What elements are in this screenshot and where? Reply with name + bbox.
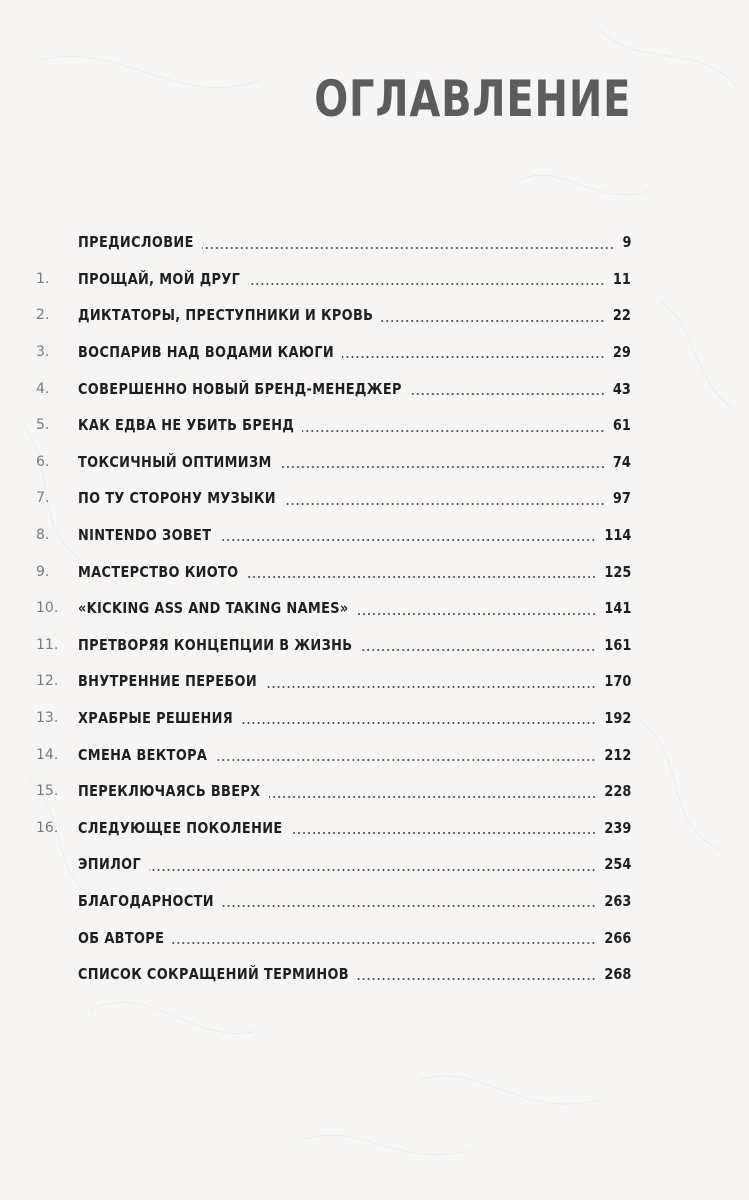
toc-chapter-title: БЛАГОДАРНОСТИ	[78, 891, 214, 910]
toc-leader-dots	[284, 502, 605, 506]
toc-entry[interactable]	[0, 919, 749, 956]
toc-chapter-title: СОВЕРШЕННО НОВЫЙ БРЕНД-МЕНЕДЖЕР	[78, 379, 402, 398]
toc-chapter-number: 13.	[36, 710, 59, 727]
toc-page-number: 61	[613, 416, 631, 435]
toc-page-number: 239	[604, 818, 631, 837]
toc-page-number: 29	[613, 343, 631, 362]
toc-entry[interactable]	[0, 261, 749, 298]
toc-chapter-number: 12.	[36, 673, 59, 690]
toc-entry[interactable]	[0, 297, 749, 334]
toc-entry[interactable]	[0, 517, 749, 554]
table-of-contents	[0, 224, 749, 992]
toc-chapter-number: 11.	[36, 636, 59, 653]
toc-chapter-title: «KICKING ASS AND TAKING NAMES»	[78, 599, 349, 618]
toc-page-number: 263	[604, 891, 631, 910]
toc-leader-dots	[219, 538, 596, 542]
toc-chapter-title: СЛЕДУЮЩЕЕ ПОКОЛЕНИЕ	[78, 818, 283, 837]
toc-entry[interactable]	[0, 883, 749, 920]
toc-leader-dots	[357, 977, 596, 981]
toc-chapter-title: NINTENDO ЗОВЕТ	[78, 526, 212, 545]
toc-leader-dots	[291, 831, 597, 835]
toc-chapter-title: ПРЕДИСЛОВИЕ	[78, 233, 194, 252]
toc-page-number: 22	[613, 306, 631, 325]
toc-chapter-title: ДИКТАТОРЫ, ПРЕСТУПНИКИ И КРОВЬ	[78, 306, 374, 325]
toc-chapter-number: 14.	[36, 746, 59, 763]
toc-page-number: 212	[604, 745, 631, 764]
toc-chapter-title: ВНУТРЕННИЕ ПЕРЕБОИ	[78, 672, 258, 691]
toc-entry[interactable]	[0, 956, 749, 993]
toc-leader-dots	[215, 758, 596, 762]
toc-chapter-title: СМЕНА ВЕКТОРА	[78, 745, 208, 764]
toc-chapter-number: 8.	[36, 527, 50, 544]
toc-entry[interactable]	[0, 480, 749, 517]
toc-page-number: 125	[604, 562, 631, 581]
toc-chapter-number: 9.	[36, 563, 50, 580]
toc-entry[interactable]	[0, 846, 749, 883]
toc-entry[interactable]	[0, 663, 749, 700]
toc-leader-dots	[342, 355, 605, 359]
toc-chapter-title: ЭПИЛОГ	[78, 855, 142, 874]
toc-chapter-number: 6.	[36, 453, 50, 470]
toc-entry[interactable]	[0, 736, 749, 773]
toc-chapter-title: ОБ АВТОРЕ	[78, 928, 165, 947]
toc-leader-dots	[149, 868, 596, 872]
toc-chapter-title: СПИСОК СОКРАЩЕНИЙ ТЕРМИНОВ	[78, 965, 349, 984]
page-title: ОГЛАВЛЕНИЕ	[314, 70, 631, 128]
toc-page-number: 254	[604, 855, 631, 874]
toc-entry[interactable]	[0, 627, 749, 664]
toc-chapter-title: ВОСПАРИВ НАД ВОДАМИ КАЮГИ	[78, 343, 335, 362]
toc-leader-dots	[269, 795, 597, 799]
toc-chapter-number: 15.	[36, 783, 59, 800]
toc-chapter-number: 4.	[36, 380, 50, 397]
toc-entry[interactable]	[0, 407, 749, 444]
toc-chapter-number: 16.	[36, 819, 59, 836]
toc-page-number: 161	[604, 635, 631, 654]
toc-entry[interactable]	[0, 553, 749, 590]
toc-chapter-title: МАСТЕРСТВО КИОТО	[78, 562, 239, 581]
toc-chapter-title: ПРЕТВОРЯЯ КОНЦЕПЦИИ В ЖИЗНЬ	[78, 635, 353, 654]
toc-leader-dots	[265, 685, 596, 689]
toc-page-number: 97	[613, 489, 631, 508]
toc-leader-dots	[280, 465, 605, 469]
toc-leader-dots	[410, 392, 605, 396]
toc-page-number: 228	[604, 782, 631, 801]
toc-leader-dots	[241, 721, 596, 725]
toc-entry[interactable]	[0, 590, 749, 627]
toc-entry[interactable]	[0, 224, 749, 261]
toc-page-number: 43	[613, 379, 631, 398]
toc-page-number: 9	[622, 233, 631, 252]
toc-entry[interactable]	[0, 810, 749, 847]
toc-chapter-title: ТОКСИЧНЫЙ ОПТИМИЗМ	[78, 452, 272, 471]
toc-leader-dots	[302, 429, 605, 433]
toc-page-number: 114	[604, 526, 631, 545]
toc-leader-dots	[381, 319, 605, 323]
toc-chapter-title: ПО ТУ СТОРОНУ МУЗЫКИ	[78, 489, 276, 508]
toc-leader-dots	[248, 282, 605, 286]
toc-chapter-title: КАК ЕДВА НЕ УБИТЬ БРЕНД	[78, 416, 295, 435]
toc-chapter-number: 3.	[36, 344, 50, 361]
toc-leader-dots	[247, 575, 597, 579]
toc-entry[interactable]	[0, 444, 749, 481]
toc-entry[interactable]	[0, 370, 749, 407]
toc-leader-dots	[202, 246, 614, 250]
toc-chapter-number: 10.	[36, 600, 59, 617]
toc-entry[interactable]	[0, 334, 749, 371]
toc-page-number: 266	[604, 928, 631, 947]
toc-page-number: 11	[613, 269, 631, 288]
toc-entry[interactable]	[0, 773, 749, 810]
toc-leader-dots	[360, 648, 596, 652]
toc-page-number: 74	[613, 452, 631, 471]
toc-page-number: 192	[604, 709, 631, 728]
toc-chapter-number: 5.	[36, 417, 50, 434]
toc-chapter-title: ПРОЩАЙ, МОЙ ДРУГ	[78, 269, 241, 288]
toc-page-number: 170	[604, 672, 631, 691]
toc-page-number: 268	[604, 965, 631, 984]
toc-chapter-number: 7.	[36, 490, 50, 507]
toc-leader-dots	[222, 904, 596, 908]
toc-leader-dots	[172, 941, 596, 945]
toc-page-number: 141	[604, 599, 631, 618]
toc-entry[interactable]	[0, 700, 749, 737]
toc-leader-dots	[357, 612, 597, 616]
toc-chapter-number: 2.	[36, 307, 50, 324]
toc-chapter-title: ХРАБРЫЕ РЕШЕНИЯ	[78, 709, 234, 728]
toc-chapter-title: ПЕРЕКЛЮЧАЯСЬ ВВЕРХ	[78, 782, 261, 801]
toc-chapter-number: 1.	[36, 270, 50, 287]
